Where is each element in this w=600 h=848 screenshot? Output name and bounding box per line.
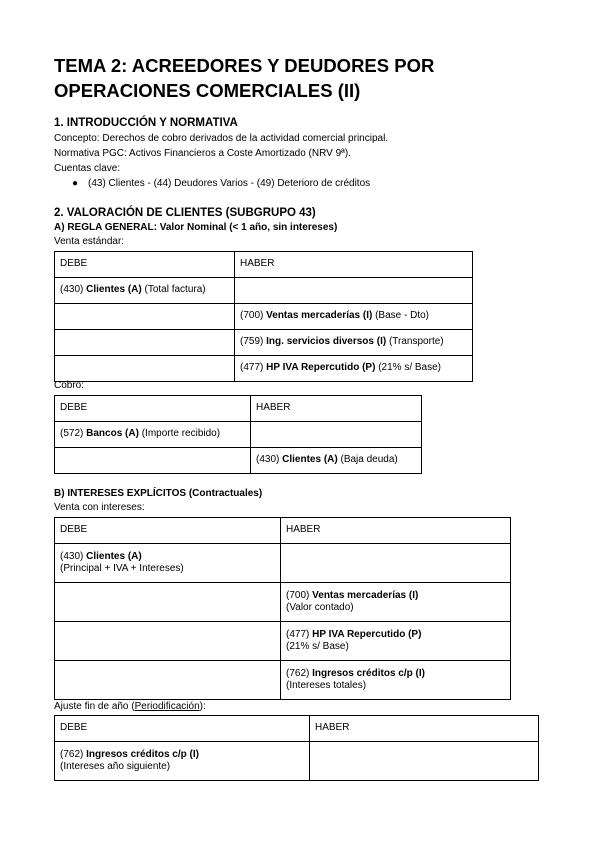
haber-entry: (477) HP IVA Repercutido (P) (21% s/ Base) [235,356,473,382]
cuentas-bullet-text: (43) Clientes - (44) Deudores Varios - (49) Deterioro de créditos [88,178,371,189]
periodificacion-text: Periodificación [134,701,200,712]
table-header-row [55,252,473,278]
table-row [55,661,511,700]
haber-header: HABER [310,716,539,742]
debe-entry: (430) Clientes (A) (Total factura) [55,278,235,304]
debe-header: DEBE [55,396,251,422]
cuentas-bullet [72,178,370,189]
debe-header: DEBE [55,518,281,544]
table-row [55,448,422,474]
debe-entry: (430) Clientes (A) (Principal + IVA + Intereses) [55,544,281,583]
debe-header: DEBE [55,252,235,278]
title-line-1: TEMA 2: ACREEDORES Y DEUDORES POR [54,55,435,76]
haber-header: HABER [281,518,511,544]
debe-empty [55,356,235,382]
haber-header: HABER [251,396,422,422]
ajuste-label: Ajuste fin de año (Periodificación): [54,701,206,712]
table-row [55,356,473,382]
table-row [55,304,473,330]
table-header-row [55,396,422,422]
section-1-heading: 1. INTRODUCCIÓN Y NORMATIVA [54,117,238,129]
venta-intereses-label: Venta con intereses: [54,502,145,513]
haber-entry: (700) Ventas mercaderías (I) (Valor contado) [281,583,511,622]
haber-empty [251,422,422,448]
table-row [55,278,473,304]
table-header-row [55,518,511,544]
journal-table-cobro [54,395,422,474]
debe-empty [55,583,281,622]
debe-entry: (762) Ingresos créditos c/p (I) (Intereses año siguiente) [55,742,310,781]
debe-entry: (572) Bancos (A) (Importe recibido) [55,422,251,448]
title-line-2: OPERACIONES COMERCIALES (II) [54,80,361,101]
journal-table-venta-intereses [54,517,511,700]
haber-entry: (762) Ingresos créditos c/p (I) (Intereses totales) [281,661,511,700]
debe-empty [55,622,281,661]
haber-entry: (700) Ventas mercaderías (I) (Base - Dto) [235,304,473,330]
debe-empty [55,330,235,356]
debe-empty [55,304,235,330]
journal-table-ajuste [54,715,539,781]
table-row [55,622,511,661]
cuentas-label: Cuentas clave: [54,163,121,174]
haber-entry: (759) Ing. servicios diversos (I) (Transporte) [235,330,473,356]
table-row [55,583,511,622]
page-title [54,53,534,103]
bullet-icon: ● [72,178,79,189]
table-row [55,544,511,583]
journal-table-venta [54,251,473,382]
section-2-heading: 2. VALORACIÓN DE CLIENTES (SUBGRUPO 43) [54,207,316,219]
debe-header: DEBE [55,716,310,742]
subsection-a-heading: A) REGLA GENERAL: Valor Nominal (< 1 año, sin intereses) [54,222,338,233]
haber-empty [310,742,539,781]
haber-empty [281,544,511,583]
debe-empty [55,448,251,474]
haber-header: HABER [235,252,473,278]
haber-entry: (430) Clientes (A) (Baja deuda) [251,448,422,474]
table-row [55,742,539,781]
normativa-text: Normativa PGC: Activos Financieros a Coste Amortizado (NRV 9ª). [54,148,351,159]
table-header-row [55,716,539,742]
concept-text: Concepto: Derechos de cobro derivados de la actividad comercial principal. [54,133,389,144]
table-row [55,330,473,356]
debe-empty [55,661,281,700]
table-row [55,422,422,448]
venta-estandar-label: Venta estándar: [54,236,125,247]
cobro-label: Cobro: [54,380,85,391]
haber-empty [235,278,473,304]
subsection-b-heading: B) INTERESES EXPLÍCITOS (Contractuales) [54,488,263,499]
haber-entry: (477) HP IVA Repercutido (P) (21% s/ Base) [281,622,511,661]
